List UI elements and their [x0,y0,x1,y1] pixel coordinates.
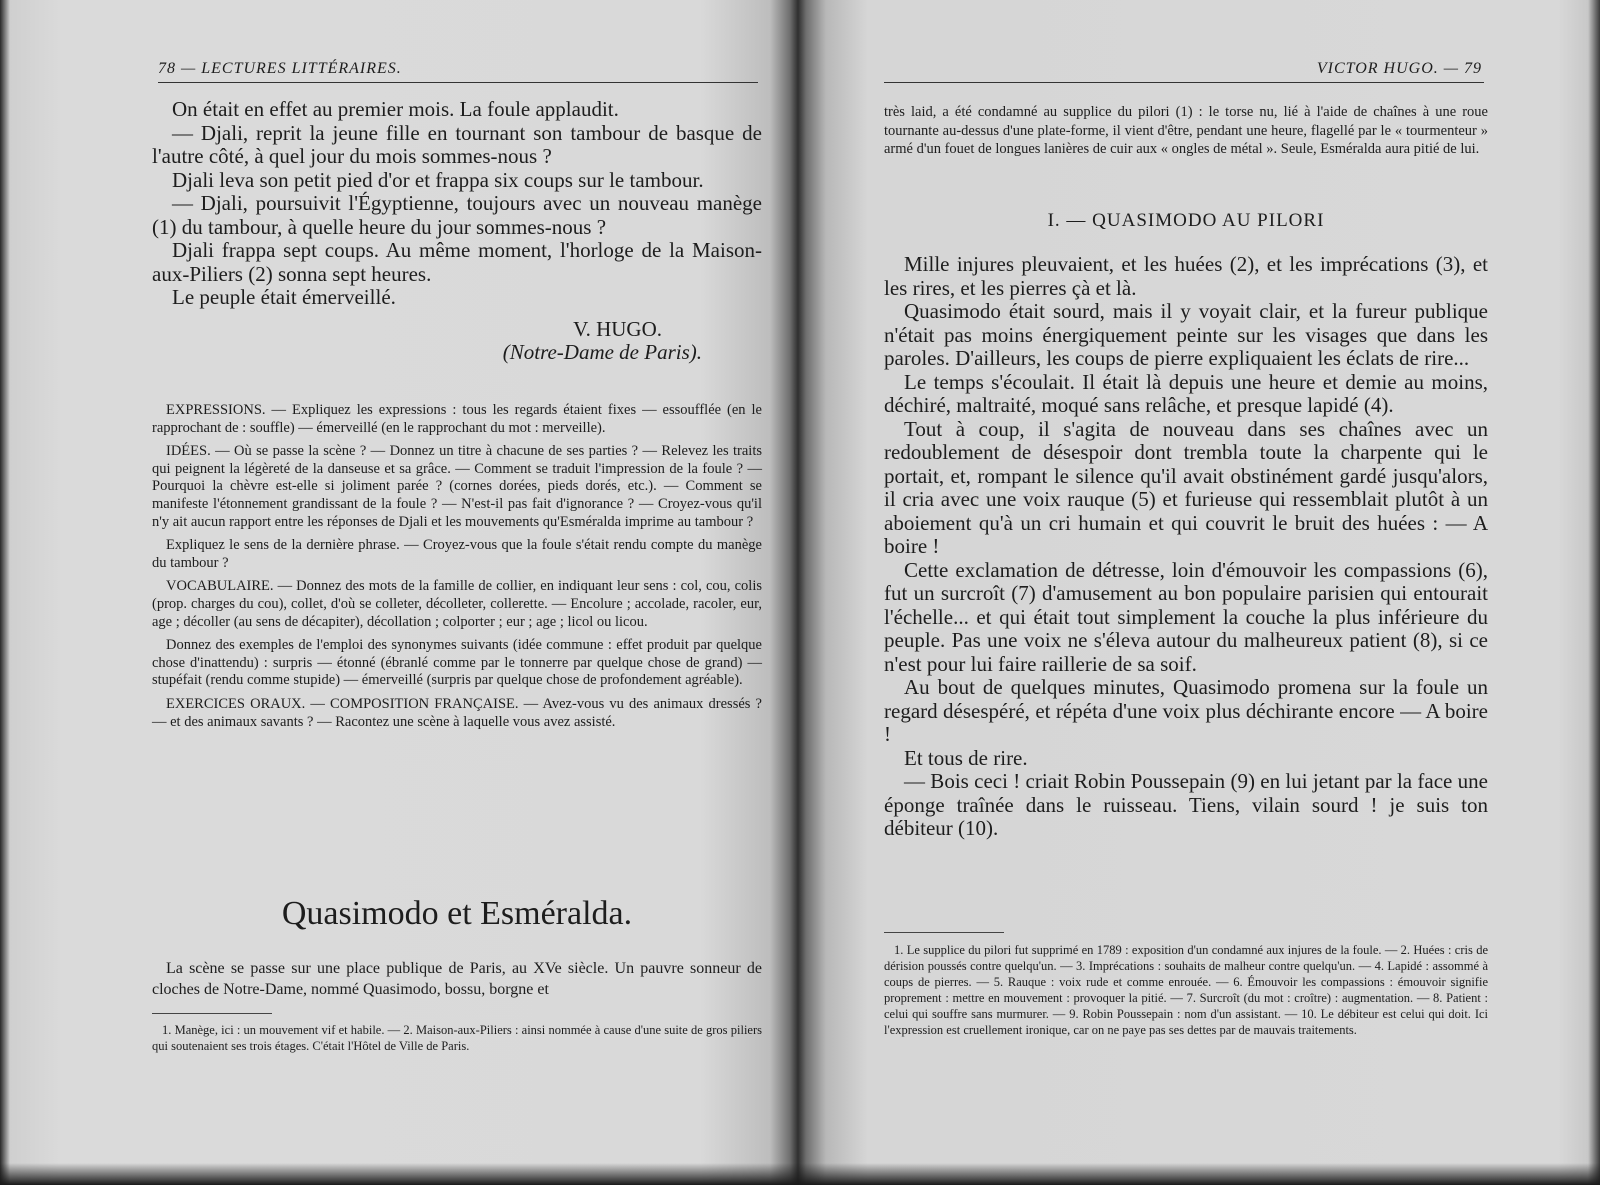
body-paragraph: Cette exclamation de détresse, loin d'émouvoir les compassions (6), fut un surcroît (7) d'amusement au bon populaire parisien qui entourait l'échelle... et qui était tout simplement la couche la plus inférieure du peuple. Pas une voix ne s'éleva autour du malheureux patient (8), si ce n'est pour lui faire raillerie de sa soif. [884,557,1488,676]
chapter-heading-block [152,895,762,933]
chapter-intro [152,958,762,1000]
section-heading-block [884,210,1488,232]
body-line: Djali leva son petit pied d'or et frappa six coups sur le tambour. [172,167,704,192]
header-rule-left [158,82,758,83]
left-page [0,0,798,1185]
running-head-right: VICTOR HUGO. — 79 [1316,60,1482,77]
body-paragraph: Tout à coup, il s'agita de nouveau dans ses chaînes avec un redoublement de désespoir dont trembla toute la charpente qui le portait, et, rompant le silence qu'il avait obstinément gardé jusqu'alors, il cria avec une voix rauque (5) et furieuse qui ressemblait plutôt à un aboiement qu'à un cri humain et qui couvrit le bruit des huées : — A boire ! [884,416,1488,558]
chapter-title: Quasimodo et Esméralda. [281,895,633,932]
footnote-rule-right [884,932,1004,933]
exercises-block [152,402,762,737]
right-page [798,0,1600,1185]
body-paragraph: — Bois ceci ! criait Robin Poussepain (9) en lui jetant par la face une éponge traînée dans le ruisseau. Tiens, vilain sourd ! je suis ton débiteur (10). [884,769,1488,840]
exercise-vocabulaire: VOCABULAIRE. — Donnez des mots de la famille de collier, en indiquant leur sens : col, cou, colis (prop. charges du cou), collet, d'où se colleter, décolleter, collerette. — Encolure ; accolade, racoler, eur, age ; décoller (au sens de décapiter), décollation ; colporter ; eur ; age ; licol ou licou. [152,578,762,630]
running-head-left: 78 — LECTURES LITTÉRAIRES. [158,60,402,77]
footnote-text: 1. Manège, ici : un mouvement vif et habile. — 2. Maison-aux-Piliers : ainsi nommée à cause d'une suite de gros piliers qui soutenaient ses trois étages. C'était l'Hôtel de Ville de Paris. [152,1023,762,1053]
body-paragraph: Au bout de quelques minutes, Quasimodo promena sur la foule un regard désespéré, et répéta d'une voix plus déchirante encore — A boire ! [884,675,1488,746]
header-rule-right [884,82,1484,83]
left-body-text [152,98,762,365]
body-paragraph: Mille injures pleuvaient, et les huées (2), et les imprécations (3), et les rires, et les pierres çà et là. [884,252,1488,300]
intro-text: La scène se passe sur une place publique de Paris, au XVe siècle. Un pauvre sonneur de cloches de Notre-Dame, nommé Quasimodo, bossu, borgne et [152,960,762,998]
left-footnotes [152,1022,762,1054]
source-citation: (Notre-Dame de Paris). [502,340,702,364]
intro-continued-block [884,103,1488,159]
body-line: — Djali, poursuivit l'Égyptienne, toujours avec un nouveau manège (1) du tambour, à quelle heure du jour sommes-nous ? [152,191,762,239]
footnote-rule-left [152,1013,272,1014]
exercise-expressions: EXPRESSIONS. — Expliquez les expressions : tous les regards étaient fixes — essoufflée (en le rapprochant de : souffle) — émerveillé (en le rapprochant du mot : merveille). [152,402,762,436]
footnote-text: 1. Le supplice du pilori fut supprimé en 1789 : exposition d'un condamné aux injures de la foule. — 2. Huées : cris de dérision poussés contre quelqu'un. — 3. Imprécations : souhaits de malheur contre quelqu'un. — 4. Lapidé : assommé à coups de pierres. — 5. Rauque : voix rude et comme enrouée. — 6. Émouvoir les compassions : émouvoir signifie proprement : mettre en mouvement : provoquer la pitié. — 7. Surcroît (du mot : croître) : augmentation. — 8. Patient : celui qui souffre sans murmurer. — 9. Robin Poussepain : nom d'un assistant. — 10. Le débiteur est celui qui doit. Ici l'expression est cruellement ironique, car on ne paye pas ses dettes par de mauvais traitements. [884,943,1488,1037]
right-footnotes [884,942,1488,1038]
author-signature: V. HUGO. [573,316,662,341]
book-bottom-edge [0,1163,1600,1185]
section-title: I. — QUASIMODO AU PILORI [1047,210,1325,231]
body-paragraph: Et tous de rire. [904,745,1028,770]
right-body-text [884,253,1488,841]
body-paragraph: Le temps s'écoulait. Il était là depuis une heure et demie au moins, déchiré, maltraité, moqué sans relâche, et presque lapidé (4). [884,369,1488,417]
exercise-explain: Expliquez le sens de la dernière phrase. — Croyez-vous que la foule s'était rendu compte du manège du tambour ? [152,537,762,571]
body-line: Le peuple était émerveillé. [172,285,396,309]
intro-continued: très laid, a été condamné au supplice du pilori (1) : le torse nu, lié à l'aide de chaînes à une roue tournante au-dessus d'une plate-forme, il vient d'être, pendant une heure, flagellé par le « tourmenteur » armé d'un fouet de longues lanières de cuir aux « ongles de métal ». Seule, Esméralda aura pitié de lui. [884,104,1488,157]
exercise-idees: IDÉES. — Où se passe la scène ? — Donnez un titre à chacune de ses parties ? — Relevez les traits qui peignent la légèreté de la danseuse et sa grâce. — Comment se traduit l'impression de la foule ? — Pourquoi la chèvre est-elle si joliment parée ? (cornes dorées, pieds dorés, etc.). — Comment se manifeste l'étonnement grandissant de la foule ? — N'est-il pas fait d'ignorance ? — Croyez-vous qu'il n'y ait aucun rapport entre les réponses de Djali et les mouvements qu'Esméralda imprime au tambour ? [152,443,762,530]
body-paragraph: Quasimodo était sourd, mais il y voyait clair, et la fureur publique n'était pas moins énergiquement peinte sur les visages que dans les paroles. D'ailleurs, les coups de pierre expliquaient les éclats de rire... [884,299,1488,370]
body-line: On était en effet au premier mois. La foule applaudit. [172,97,619,121]
exercise-oraux: EXERCICES ORAUX. — COMPOSITION FRANÇAISE. — Avez-vous vu des animaux dressés ? — et des animaux savants ? — Racontez une scène à laquelle vous avez assisté. [152,695,762,730]
exercise-synonymes: Donnez des exemples de l'emploi des synonymes suivants (idée commune : effet produit par quelque chose d'inattendu) : surpris — étonné (ébranlé comme par le tonnerre par quelque chose de grand) — stupéfait (rendu comme stupide) — émerveillé (surpris par quelque chose de profondement agréable). [152,637,762,689]
body-line: — Djali, reprit la jeune fille en tournant son tambour de basque de l'autre côté, à quel jour du mois sommes-nous ? [152,120,762,168]
body-line: Djali frappa sept coups. Au même moment, l'horloge de la Maison-aux-Piliers (2) sonna sept heures. [152,238,762,286]
